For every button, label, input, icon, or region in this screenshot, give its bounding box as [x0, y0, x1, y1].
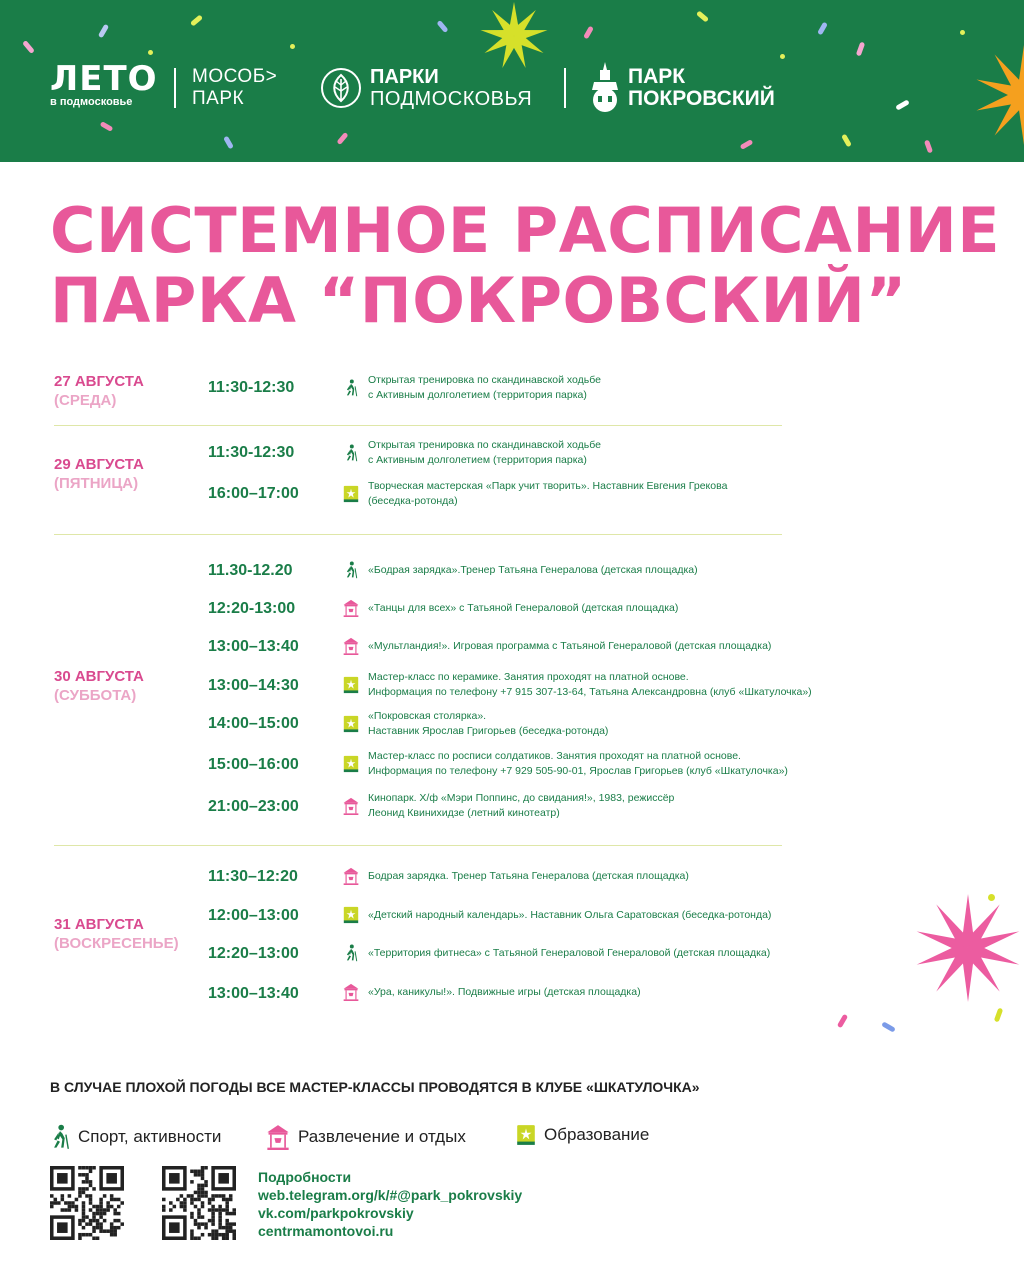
event-text-line1: «Танцы для всех» с Татьяной Генераловой (детская площадка)	[368, 601, 679, 614]
weather-notice: В СЛУЧАЕ ПЛОХОЙ ПОГОДЫ ВСЕ МАСТЕР-КЛАССЫ ПРОВОДЯТСЯ В КЛУБЕ «ШКАТУЛОЧКА»	[50, 1079, 700, 1095]
schedule-event	[342, 977, 641, 1007]
parki-logo-line2: ПОДМОСКОВЬЯ	[370, 88, 533, 110]
mosobpark-logo-line1: МОСОБ>	[192, 66, 278, 87]
schedule-event	[342, 938, 770, 968]
confetti	[100, 121, 114, 132]
event-time: 11:30-12:30	[208, 444, 295, 461]
day-weekday: (СУББОТА)	[54, 687, 137, 704]
event-time: 16:00–17:00	[208, 485, 299, 502]
event-text-line1: Мастер-класс по росписи солдатиков. Занятия проходят на платной основе.	[368, 750, 741, 762]
park-pokrovsky-logo	[588, 60, 775, 116]
day-date: 30 АВГУСТА	[54, 668, 144, 685]
event-text-line1: «Территория фитнеса» с Татьяной Генераловой Генераловой (детская площадка)	[368, 946, 771, 959]
confetti	[190, 14, 203, 26]
more-info-label: Подробности	[258, 1169, 352, 1185]
walking-person-icon	[342, 561, 360, 579]
legend-entertainment	[266, 1124, 466, 1150]
confetti	[98, 24, 109, 39]
event-time: 21:00–23:00	[208, 798, 299, 815]
leto-logo-title: ЛЕТО	[50, 59, 158, 99]
confetti	[583, 26, 594, 40]
walking-person-icon	[342, 944, 360, 962]
schedule-event	[342, 749, 788, 779]
legend-sport-label: Спорт, активности	[78, 1127, 222, 1146]
event-time: 11:30–12:20	[208, 868, 298, 885]
confetti	[856, 42, 865, 57]
confetti	[223, 136, 234, 150]
event-text-line1: «Ура, каникулы!». Подвижные игры (детская площадка)	[368, 985, 641, 998]
confetti	[148, 50, 153, 55]
day-weekday: (ПЯТНИЦА)	[54, 475, 139, 492]
carousel-icon	[266, 1124, 290, 1150]
day-date-label	[54, 667, 144, 705]
event-time: 12:20–13:00	[208, 945, 299, 962]
event-text-line1: Творческая мастерская «Парк учит творить». Наставник Евгения Грекова	[368, 480, 728, 492]
event-text-line2: Информация по телефону +7 915 307-13-64, Татьяна Александровна (клуб «Шкатулочка»)	[368, 686, 812, 698]
event-text-line1: «Бодрая зарядка».Тренер Татьяна Генералова (детская площадка)	[368, 563, 698, 576]
leto-logo-subtitle: в подмосковье	[50, 96, 133, 108]
schedule-event	[342, 593, 678, 623]
pokr-logo-line1: ПАРК	[628, 65, 686, 88]
event-text-line2: Леонид Квинихидзе (летний кинотеатр)	[368, 807, 560, 819]
event-text-line1: Открытая тренировка по скандинавской ходьбе	[368, 439, 601, 451]
starburst-decoration	[962, 40, 1024, 150]
event-text-line1: Мастер-класс по керамике. Занятия проходят на платной основе.	[368, 671, 689, 683]
schedule-event	[342, 670, 812, 700]
walking-person-icon	[342, 379, 360, 397]
event-time: 12:00–13:00	[208, 907, 299, 924]
mosobpark-logo-line2: ПАРК	[192, 88, 245, 109]
event-text-line2: (беседка-ротонда)	[368, 495, 458, 507]
event-text-line1: «Мультландия!». Игровая программа с Татьяной Генераловой (детская площадка)	[368, 639, 772, 652]
qr-code[interactable]	[162, 1166, 236, 1240]
carousel-icon	[342, 797, 360, 815]
parki-podmoskovya-logo	[320, 66, 532, 110]
event-time: 13:00–14:30	[208, 677, 299, 694]
carousel-icon	[342, 637, 360, 655]
event-text-line2: Наставник Ярослав Григорьев (беседка-ротонда)	[368, 725, 609, 737]
mosobpark-logo	[192, 66, 277, 110]
day-date-label	[54, 455, 144, 493]
day-date: 29 АВГУСТА	[54, 456, 144, 473]
day-divider	[54, 845, 782, 846]
page-title-line2: ПАРКА “ПОКРОВСКИЙ”	[50, 264, 907, 337]
book-star-icon	[516, 1124, 536, 1146]
page-title-line1: СИСТЕМНОЕ РАСПИСАНИЕ	[50, 194, 1001, 267]
leto-logo	[50, 59, 158, 109]
starburst-decoration	[452, 2, 576, 76]
schedule-event	[342, 555, 698, 585]
day-divider	[54, 425, 782, 426]
schedule-event	[342, 791, 674, 821]
header-band	[0, 0, 1024, 162]
confetti	[436, 20, 448, 33]
confetti	[924, 140, 933, 154]
book-star-icon	[342, 485, 360, 503]
confetti	[696, 10, 709, 22]
book-star-icon	[342, 676, 360, 694]
carousel-icon	[342, 599, 360, 617]
schedule-event	[342, 709, 608, 739]
confetti	[841, 134, 852, 148]
schedule-event	[342, 861, 689, 891]
parki-logo-line1: ПАРКИ	[370, 66, 439, 88]
event-text-line1: «Детский народный календарь». Наставник Ольга Саратовская (беседка-ротонда)	[368, 908, 772, 921]
event-text-line1: Кинопарк. Х/ф «Мэри Поппинс, до свидания!», 1983, режиссёр	[368, 792, 675, 804]
confetti	[290, 44, 295, 49]
schedule-event	[342, 479, 727, 509]
vk-link[interactable]: vk.com/parkpokrovskiy	[258, 1205, 414, 1221]
logo-divider	[564, 68, 566, 108]
book-star-icon	[342, 715, 360, 733]
event-time: 14:00–15:00	[208, 715, 299, 732]
confetti	[740, 139, 754, 150]
event-time: 13:00–13:40	[208, 985, 299, 1002]
schedule-event	[342, 373, 601, 403]
event-time: 11:30-12:30	[208, 379, 295, 396]
leaf-emblem-icon	[320, 67, 362, 109]
legend-education	[516, 1124, 649, 1146]
telegram-link[interactable]: web.telegram.org/k/#@park_pokrovskiy	[258, 1187, 523, 1203]
day-date-label	[54, 372, 144, 410]
page-title	[50, 196, 1000, 336]
confetti	[336, 132, 348, 145]
day-divider	[54, 534, 782, 535]
event-text-line1: Открытая тренировка по скандинавской ходьбе	[368, 374, 601, 386]
day-date: 31 АВГУСТА	[54, 916, 144, 933]
confetti	[960, 30, 965, 35]
legend-entertainment-label: Развлечение и отдых	[298, 1127, 466, 1146]
pokr-logo-line2: ПОКРОВСКИЙ	[628, 87, 775, 110]
event-time: 11.30-12.20	[208, 562, 293, 579]
event-time: 13:00–13:40	[208, 638, 299, 655]
confetti	[895, 99, 910, 110]
confetti	[837, 1014, 848, 1029]
legend-sport	[50, 1124, 221, 1150]
legend-education-label: Образование	[544, 1125, 650, 1144]
day-date: 27 АВГУСТА	[54, 373, 144, 390]
day-date-label	[54, 915, 179, 953]
event-text-line2: с Активным долголетием (территория парка)	[368, 454, 587, 466]
event-text-line2: Информация по телефону +7 929 505-90-01, Ярослав Григорьев (клуб «Шкатулочка»)	[368, 765, 788, 777]
schedule-event	[342, 631, 771, 661]
carousel-icon	[342, 983, 360, 1001]
event-time: 12:20-13:00	[208, 600, 296, 617]
book-star-icon	[342, 755, 360, 773]
carousel-icon	[342, 867, 360, 885]
confetti	[881, 1021, 896, 1032]
schedule-event	[342, 438, 601, 468]
schedule-event	[342, 900, 771, 930]
walking-person-icon	[50, 1124, 70, 1150]
day-weekday: (ВОСКРЕСЕНЬЕ)	[54, 935, 179, 952]
walking-person-icon	[342, 444, 360, 462]
confetti	[22, 40, 35, 54]
day-weekday: (СРЕДА)	[54, 392, 117, 409]
starburst-decoration	[900, 890, 1024, 1014]
event-text-line1: «Покровская столярка».	[368, 710, 487, 722]
event-text-line2: с Активным долголетием (территория парка)	[368, 389, 587, 401]
qr-code[interactable]	[50, 1166, 124, 1240]
confetti	[780, 54, 785, 59]
logo-divider	[174, 68, 176, 108]
event-time: 15:00–16:00	[208, 756, 299, 773]
book-star-icon	[342, 906, 360, 924]
estate-emblem-icon	[588, 60, 622, 116]
event-text-line1: Бодрая зарядка. Тренер Татьяна Генералова (детская площадка)	[368, 869, 689, 882]
confetti	[988, 894, 995, 901]
confetti	[817, 22, 828, 36]
website-link[interactable]: centrmamontovoi.ru	[258, 1223, 394, 1239]
more-info	[258, 1168, 522, 1240]
